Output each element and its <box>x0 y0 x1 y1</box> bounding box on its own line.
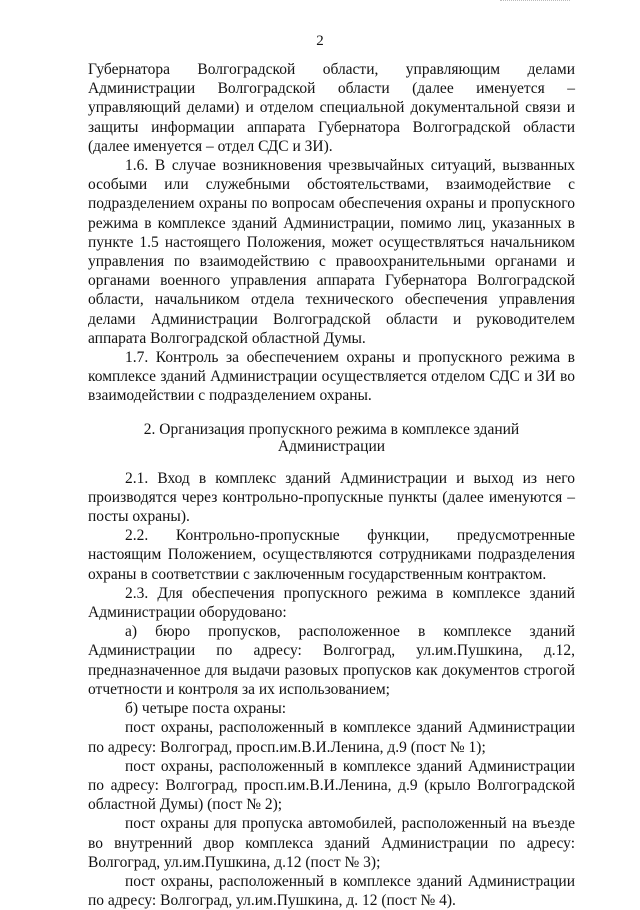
post-1-item: пост охраны, расположенный в комплексе зданий Администрации по адресу: Волгоград, просп.им.В.И.Ленина, д.9 (пост № 1); <box>88 719 575 756</box>
paragraph-2-3-a: а) бюро пропусков, расположенное в комплексе зданий Администрации по адресу: Волгоград, ул.им.Пушкина, д.12, предназначенное для выдачи разовых пропусков как документов строгой отчетности и контроля за их использованием; <box>88 623 575 698</box>
paragraph-2-1: 2.1. Вход в комплекс зданий Администрации и выход из него производятся через контрольно-пропускные пункты (далее именуются – посты охраны). <box>88 469 575 526</box>
post-2-item: пост охраны, расположенный в комплексе зданий Администрации по адресу: Волгоград, просп.им.В.И.Ленина, д.9 (крыло Волгоградской областной Думы) (пост № 2); <box>88 757 575 814</box>
section-title-line-2: Администрации <box>277 437 386 455</box>
section-title-line-1: 2. Организация пропускного режима в комплексе зданий <box>143 420 520 438</box>
document-body <box>88 60 575 910</box>
post-3-item: пост охраны для пропуска автомобилей, расположенный на въезде во внутренний двор комплекса зданий Администрации по адресу: Волгоград, ул.им.Пушкина, д.12 (пост № 3); <box>88 815 575 871</box>
paragraph-1-6: 1.6. В случае возникновения чрезвычайных ситуаций, вызванных особыми или служебными обстоятельствами, взаимодействие с подразделением охраны по вопросам обеспечения охраны и пропускного режима в комплексе зданий Администрации, помимо лиц, указанных в пункте 1.5 настоящего Положения, может осуществляться начальником управления по взаимодействию с правоохранительными органами и органами военного управления аппарата Губернатора Волгоградской области, начальником отдела технического обеспечения управления делами Администрации Волгоградской области и руководителем аппарата Волгоградской областной Думы. <box>88 157 575 347</box>
paragraph-continuation: Губернатора Волгоградской области, управляющим делами Администрации Волгоградской области (далее именуется – управляющий делами) и отделом специальной документальной связи и защиты информации аппарата Губернатора Волгоградской области (далее именуется – отдел СДС и ЗИ). <box>88 61 575 155</box>
paragraph-2-2: 2.2. Контрольно-пропускные функции, предусмотренные настоящим Положением, осуществляются сотрудниками подразделения охраны в соответствии с заключенным государственным контрактом. <box>88 527 575 583</box>
paragraph-1-7: 1.7. Контроль за обеспечением охраны и пропускного режима в комплексе зданий Администрации осуществляется отделом СДС и ЗИ во взаимодействии с подразделением охраны. <box>88 349 575 405</box>
paragraph-2-3: 2.3. Для обеспечения пропускного режима в комплексе зданий Администрации оборудовано: <box>88 584 575 622</box>
page-number: 2 <box>316 33 324 49</box>
post-4-item: пост охраны, расположенный в комплексе зданий Администрации по адресу: Волгоград, ул.им.Пушкина, д. 12 (пост № 4). <box>88 872 575 910</box>
scan-edge-mark <box>500 0 570 3</box>
section-2-title <box>88 421 575 455</box>
paragraph-2-3-b: б) четыре поста охраны: <box>125 700 287 718</box>
